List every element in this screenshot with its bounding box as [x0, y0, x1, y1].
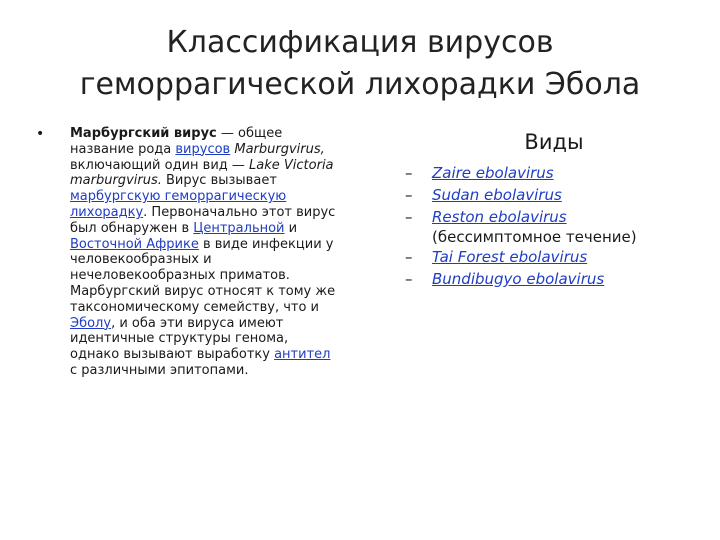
species-panel [405, 128, 705, 290]
text-segment: и [284, 220, 298, 236]
list-item [405, 268, 705, 290]
text-segment: , и оба эти вируса имеют идентичные структуры генома, однако вызывают выработку [70, 315, 289, 363]
species-name: Lake Victoria marburgvirus. [70, 157, 334, 189]
dash-marker: – [405, 208, 413, 226]
text-segment: с различными эпитопами. [70, 362, 249, 378]
link-east-africa[interactable]: Восточной Африке [70, 236, 199, 252]
reston-note: (бессимптомное течение) [432, 228, 637, 246]
list-item [405, 162, 705, 184]
link-marburg-fever[interactable]: марбургскую геморрагическую лихорадку [70, 189, 287, 220]
marburg-description [36, 126, 336, 379]
species-link-tai-forest[interactable]: Tai Forest ebolavirus [432, 248, 588, 266]
species-heading: Виды [524, 130, 584, 154]
link-viruses[interactable]: вирусов [175, 141, 231, 157]
species-link-bundibugyo[interactable]: Bundibugyo ebolavirus [432, 270, 605, 288]
bullet-marker: • [36, 126, 45, 142]
title-line-2: геморрагической лихорадки Эбола [79, 67, 641, 102]
description-paragraph [70, 126, 336, 379]
text-segment: . Первоначально этот вирус был обнаружен в [70, 204, 336, 236]
dash-marker: – [405, 186, 413, 204]
slide-title [30, 22, 690, 106]
text-segment: — общее название рода [70, 126, 283, 157]
text-segment: в виде инфекции у человекообразных и нечеловекообразных приматов. Марбургский вирус относят к тому же таксономическому семейству, что и [70, 236, 336, 315]
dash-marker: – [405, 164, 413, 182]
species-link-reston[interactable]: Reston ebolavirus [432, 208, 567, 226]
species-link-zaire[interactable]: Zaire ebolavirus [432, 164, 554, 182]
species-list [405, 162, 705, 290]
dash-marker: – [405, 270, 413, 288]
species-link-sudan[interactable]: Sudan ebolavirus [432, 186, 562, 204]
genus-name: Marburgvirus, [234, 141, 325, 157]
list-item [405, 184, 705, 206]
bold-lead: Марбургский вирус [70, 126, 217, 141]
text-segment: Вирус вызывает [161, 173, 277, 189]
link-antibodies[interactable]: антител [274, 347, 331, 363]
dash-marker: – [405, 248, 413, 266]
text-segment: включающий один вид — [70, 157, 250, 173]
list-item [405, 206, 705, 246]
list-item [405, 246, 705, 268]
title-line-1: Классификация вирусов [166, 25, 554, 60]
link-ebola[interactable]: Эболу [70, 315, 112, 331]
link-central[interactable]: Центральной [193, 220, 285, 236]
